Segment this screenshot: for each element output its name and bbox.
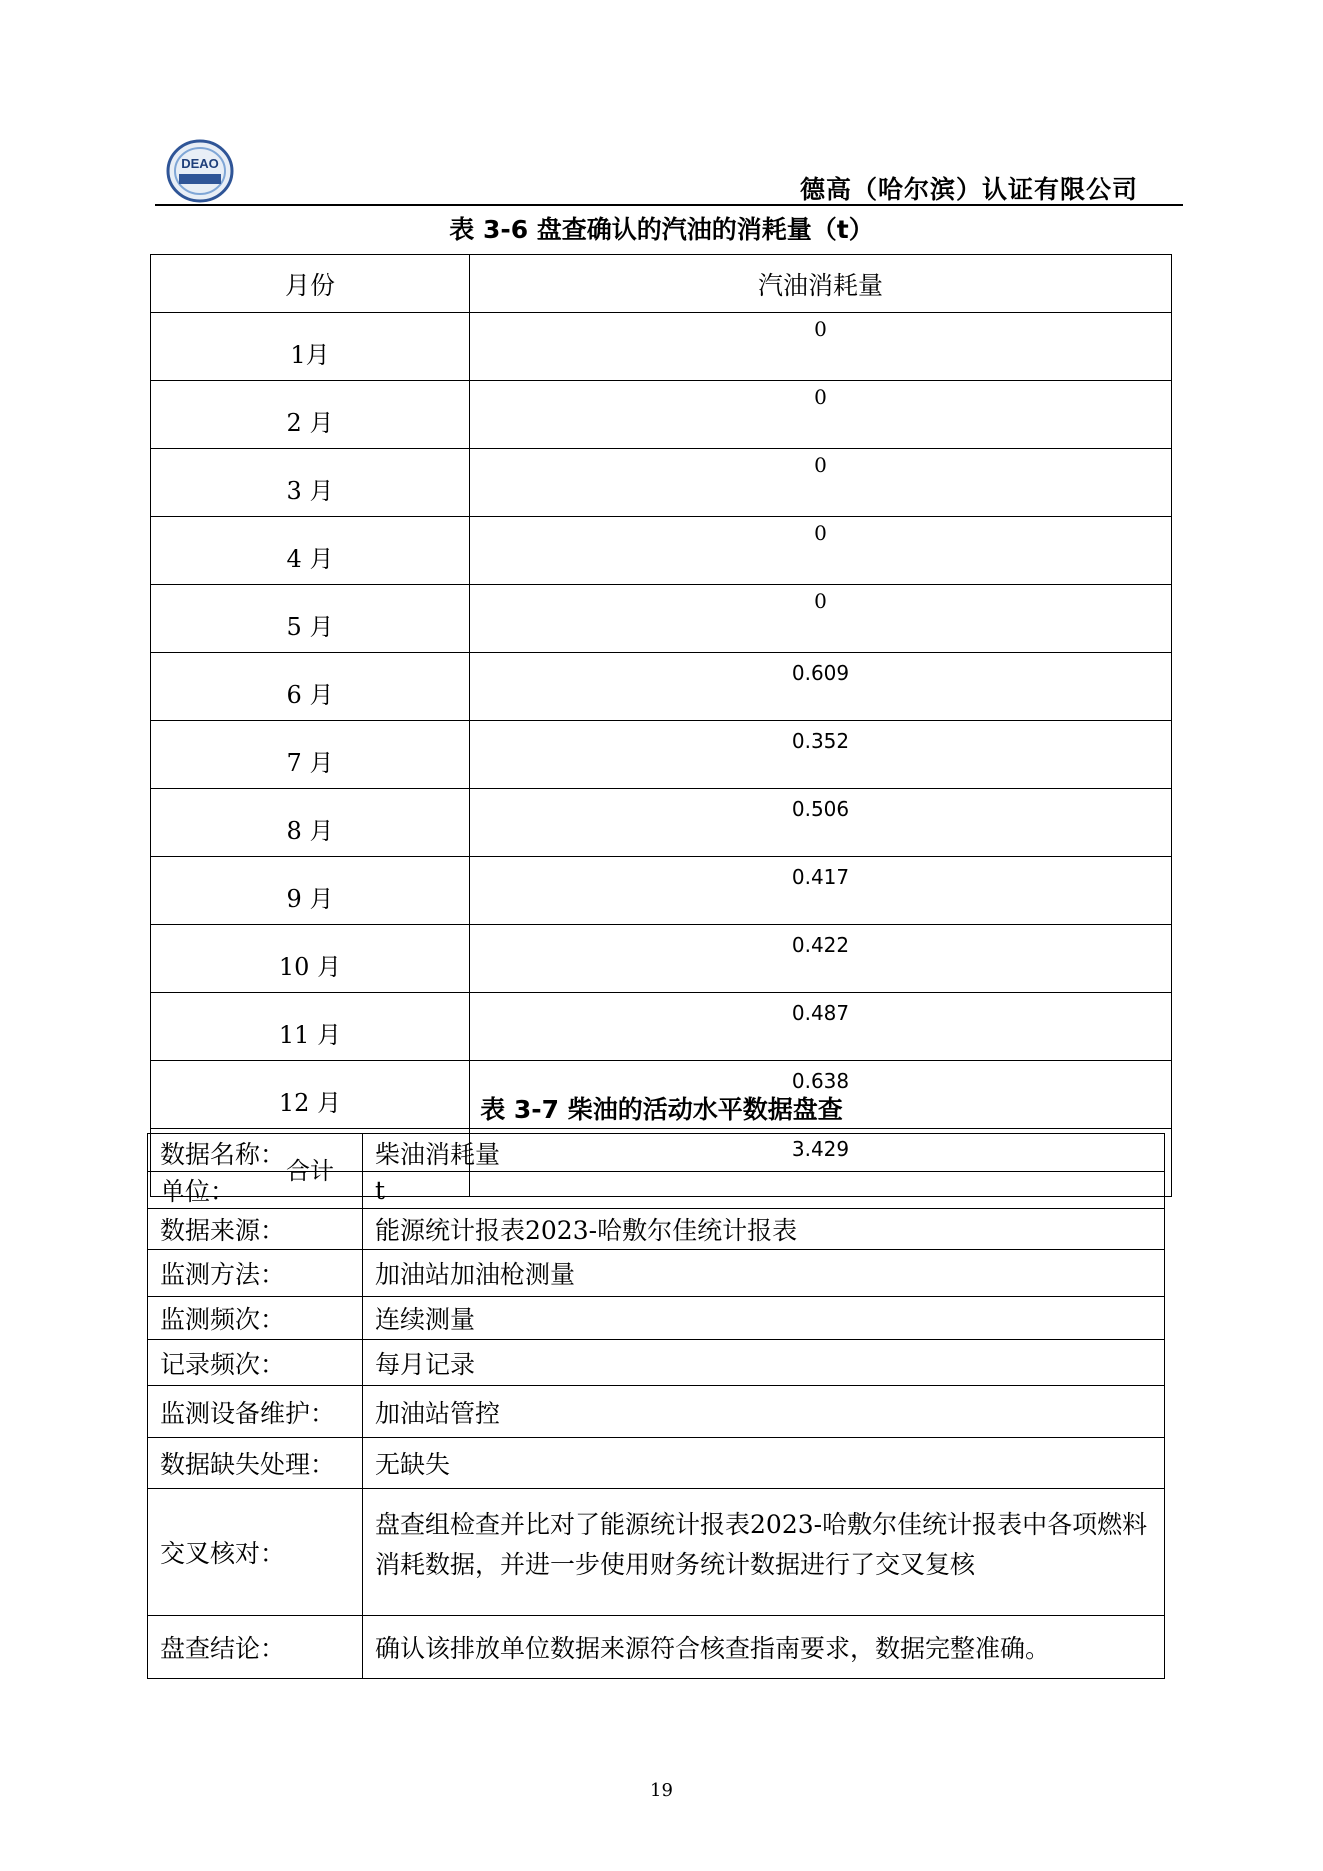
table-row bbox=[151, 857, 1172, 925]
table-row bbox=[148, 1297, 1165, 1340]
gasoline-consumption-table bbox=[150, 254, 1172, 1197]
value-cell: 0.638 bbox=[470, 1061, 1172, 1129]
field-value: 能源统计报表2023-哈敷尔佳统计报表 bbox=[363, 1209, 1165, 1250]
field-label: 数据缺失处理： bbox=[148, 1438, 363, 1489]
table-row bbox=[148, 1250, 1165, 1297]
value-cell: 0.487 bbox=[470, 993, 1172, 1061]
field-value: 连续测量 bbox=[363, 1297, 1165, 1340]
value-cell: 0.352 bbox=[470, 721, 1172, 789]
value-cell: 0 bbox=[470, 381, 1172, 449]
field-value: 加油站管控 bbox=[363, 1386, 1165, 1438]
month-cell: 9 月 bbox=[151, 857, 470, 925]
table-row bbox=[148, 1616, 1165, 1679]
table-row bbox=[151, 517, 1172, 585]
value-cell: 0.506 bbox=[470, 789, 1172, 857]
field-label: 交叉核对： bbox=[148, 1489, 363, 1616]
table-row bbox=[151, 721, 1172, 789]
month-cell: 12 月 bbox=[151, 1061, 470, 1129]
field-label: 监测方法： bbox=[148, 1250, 363, 1297]
table-row bbox=[148, 1134, 1165, 1172]
field-value: 每月记录 bbox=[363, 1340, 1165, 1386]
table-header-row bbox=[151, 255, 1172, 313]
table1-caption: 表 3-6 盘查确认的汽油的消耗量（t） bbox=[449, 215, 874, 244]
company-logo bbox=[165, 138, 235, 204]
field-value: 无缺失 bbox=[363, 1438, 1165, 1489]
header-divider bbox=[155, 204, 1183, 206]
table-row bbox=[148, 1386, 1165, 1438]
field-label: 监测频次： bbox=[148, 1297, 363, 1340]
page-number: 19 bbox=[650, 1780, 673, 1801]
field-value: 盘查组检查并比对了能源统计报表2023-哈敷尔佳统计报表中各项燃料消耗数据，并进一步使用财务统计数据进行了交叉复核 bbox=[363, 1489, 1165, 1616]
svg-text:DEAO: DEAO bbox=[181, 156, 219, 171]
table-row bbox=[151, 993, 1172, 1061]
value-cell: 0 bbox=[470, 313, 1172, 381]
month-cell: 11 月 bbox=[151, 993, 470, 1061]
total-value-cell: 3.429 bbox=[470, 1129, 1172, 1197]
table-row bbox=[151, 449, 1172, 517]
table-row bbox=[148, 1438, 1165, 1489]
month-cell: 1月 bbox=[151, 313, 470, 381]
table-row bbox=[148, 1172, 1165, 1209]
month-cell: 5 月 bbox=[151, 585, 470, 653]
table-row bbox=[151, 585, 1172, 653]
month-cell: 4 月 bbox=[151, 517, 470, 585]
value-cell: 0 bbox=[470, 585, 1172, 653]
field-value: 柴油消耗量 bbox=[363, 1134, 1165, 1172]
table-row bbox=[148, 1209, 1165, 1250]
month-cell: 10 月 bbox=[151, 925, 470, 993]
field-label: 记录频次： bbox=[148, 1340, 363, 1386]
field-label: 单位： bbox=[148, 1172, 363, 1209]
field-label: 监测设备维护： bbox=[148, 1386, 363, 1438]
field-label: 盘查结论： bbox=[148, 1616, 363, 1679]
month-cell: 8 月 bbox=[151, 789, 470, 857]
table-row bbox=[148, 1340, 1165, 1386]
value-cell: 0 bbox=[470, 449, 1172, 517]
header-gasoline-consumption: 汽油消耗量 bbox=[470, 255, 1172, 313]
month-cell: 7 月 bbox=[151, 721, 470, 789]
month-cell: 3 月 bbox=[151, 449, 470, 517]
table-row bbox=[151, 789, 1172, 857]
field-label: 数据名称： bbox=[148, 1134, 363, 1172]
field-value: 加油站加油枪测量 bbox=[363, 1250, 1165, 1297]
table-row bbox=[151, 925, 1172, 993]
month-cell: 6 月 bbox=[151, 653, 470, 721]
field-value: 确认该排放单位数据来源符合核查指南要求，数据完整准确。 bbox=[363, 1616, 1165, 1679]
table-row bbox=[151, 381, 1172, 449]
value-cell: 0.417 bbox=[470, 857, 1172, 925]
field-value: t bbox=[363, 1172, 1165, 1209]
table-row bbox=[148, 1489, 1165, 1616]
month-cell: 2 月 bbox=[151, 381, 470, 449]
diesel-activity-data-table bbox=[147, 1133, 1165, 1679]
field-label: 数据来源： bbox=[148, 1209, 363, 1250]
header-month: 月份 bbox=[151, 255, 470, 313]
total-label-cell: 合计 bbox=[151, 1129, 470, 1197]
value-cell: 0.609 bbox=[470, 653, 1172, 721]
value-cell: 0.422 bbox=[470, 925, 1172, 993]
company-name: 德高（哈尔滨）认证有限公司 bbox=[799, 175, 1138, 204]
table-row bbox=[151, 313, 1172, 381]
table2-caption: 表 3-7 柴油的活动水平数据盘查 bbox=[480, 1095, 843, 1124]
value-cell: 0 bbox=[470, 517, 1172, 585]
table-row bbox=[151, 653, 1172, 721]
